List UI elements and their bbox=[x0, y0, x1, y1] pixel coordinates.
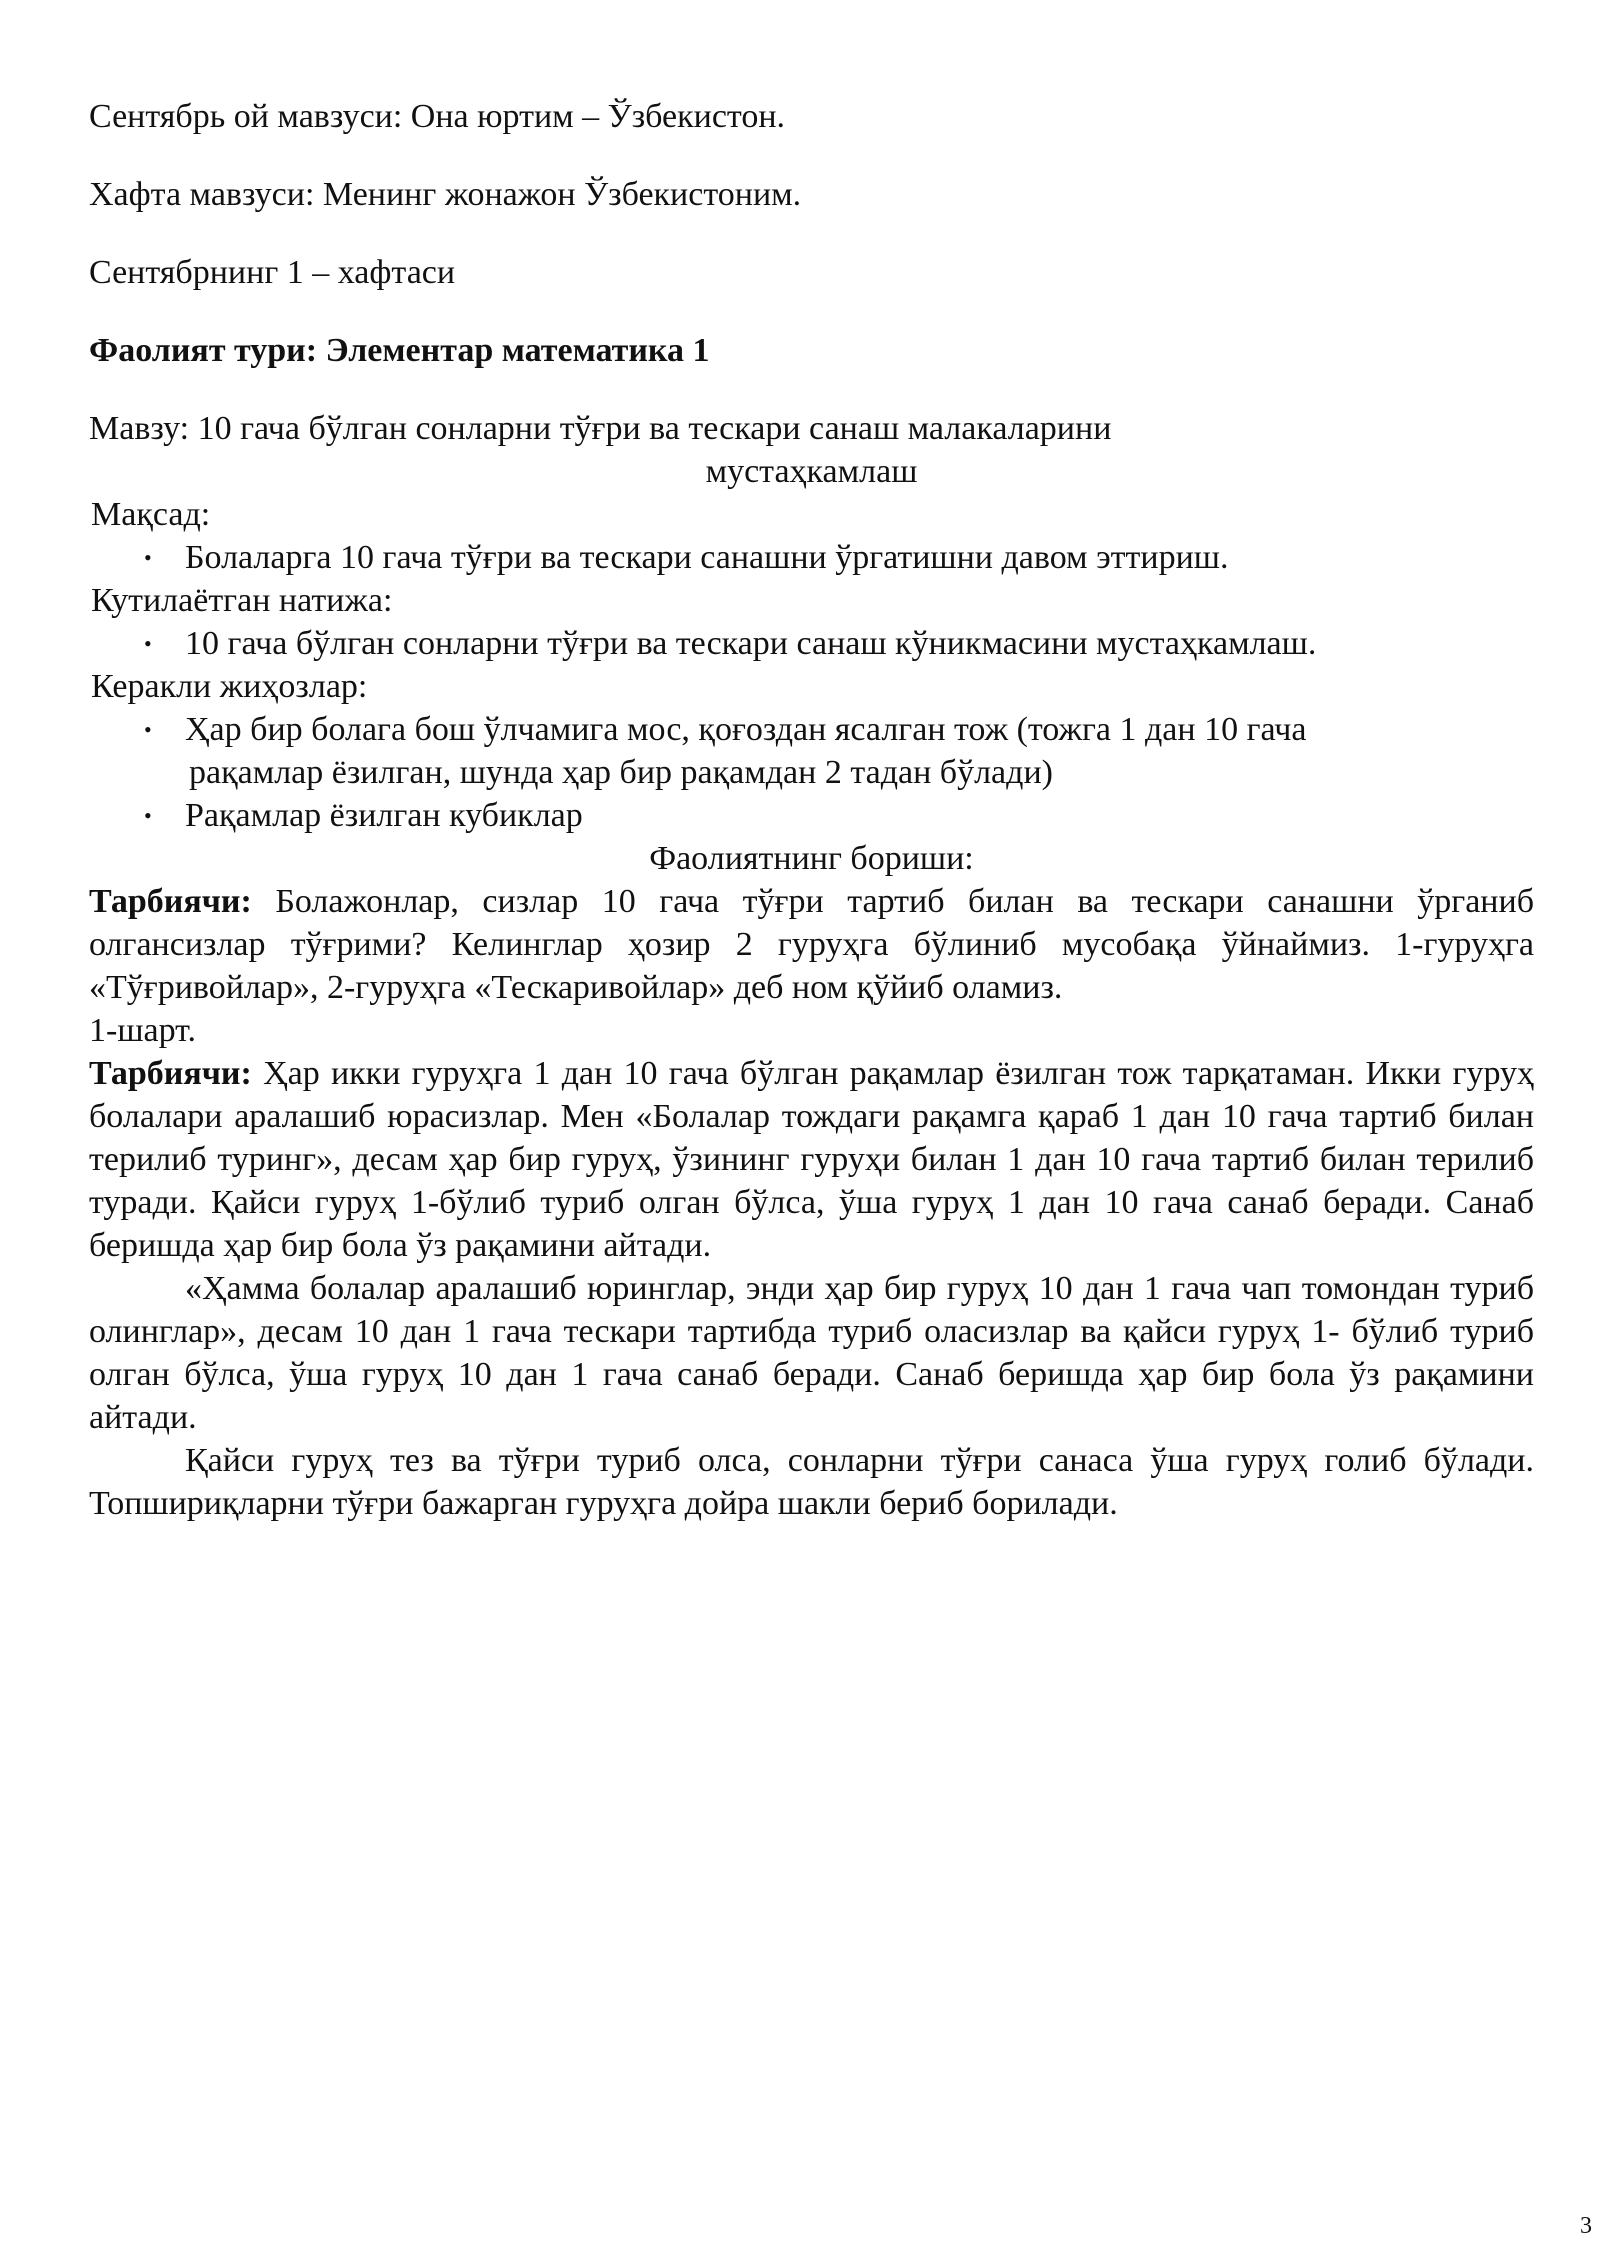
bullet-icon: • bbox=[144, 803, 152, 828]
speaker-label: Тарбиячи: bbox=[89, 1055, 252, 1092]
bullet-icon: • bbox=[144, 631, 152, 656]
paragraph-text: Ҳар икки гуруҳга 1 дан 10 гача бўлган рақамлар ёзилган тож тарқатаман. Икки гуруҳ болалари аралашиб юрасизлар. Мен «Болалар тождаги рақамга қараб 1 дан 10 гача тартиб билан терилиб туринг», десам ҳар бир гуруҳ, ўзининг гуруҳи билан 1 дан 10 гача тартиб билан терилиб туради. Қайси гуруҳ 1-бўлиб туриб олган бўлса, ўша гуруҳ 1 дан 10 гача санаб беради. Санаб беришда ҳар бир бола ўз рақамини айтади. bbox=[89, 1055, 1534, 1264]
expected-result-item-text: 10 гача бўлган сонларни тўғри ва тескари санаш кўникмасини мустаҳкамлаш. bbox=[185, 625, 1317, 662]
goal-list bbox=[89, 536, 1534, 579]
bullet-icon: • bbox=[144, 717, 152, 742]
week-topic: Хафта мавзуси: Менинг жонажон Ўзбекистоним. bbox=[89, 176, 802, 213]
paragraph-reverse-order: «Ҳамма болалар аралашиб юринглар, энди ҳар бир гуруҳ 10 дан 1 гача чап томондан туриб олинглар», десам 10 дан 1 гача тескари тартибда туриб оласизлар ва қайси гуруҳ 1- бўлиб туриб олган бўлса, ўша гуруҳ 10 дан 1 гача санаб беради. Санаб беришда ҳар бир бола ўз рақамини айтади. bbox=[89, 1270, 1534, 1436]
condition-label: 1-шарт. bbox=[89, 1012, 196, 1049]
expected-result-list bbox=[89, 622, 1534, 665]
paragraph-teacher-intro bbox=[89, 880, 1534, 1009]
speaker-label: Тарбиячи: bbox=[89, 883, 252, 920]
materials-item-text: Рақамлар ёзилган кубиклар bbox=[185, 797, 583, 834]
goal-item bbox=[89, 536, 1534, 579]
materials-item bbox=[89, 794, 1534, 837]
process-title: Фаолиятнинг бориши: bbox=[649, 840, 974, 877]
goal-label: Мақсад: bbox=[91, 496, 211, 533]
lesson-topic-line2: мустаҳкамлаш bbox=[705, 453, 918, 490]
expected-result-label: Кутилаётган натижа: bbox=[91, 582, 393, 619]
goal-item-text: Болаларга 10 гача тўғри ва тескари санашни ўргатишни давом эттириш. bbox=[185, 539, 1229, 576]
bullet-icon: • bbox=[144, 545, 152, 570]
materials-item-text: Ҳар бир болага бош ўлчамига мос, қоғоздан ясалган тож (тожга 1 дан 10 гача bbox=[185, 711, 1307, 748]
month-topic: Сентябрь ой мавзуси: Она юртим – Ўзбекистон. bbox=[89, 98, 786, 135]
paragraph-winner: Қайси гуруҳ тез ва тўғри туриб олса, сонларни тўғри санаса ўша гуруҳ голиб бўлади. Топшириқларни тўғри бажарган гуруҳга дойра шакли бериб борилади. bbox=[89, 1442, 1534, 1522]
materials-list bbox=[89, 708, 1534, 837]
materials-label: Керакли жиҳозлар: bbox=[91, 668, 368, 705]
materials-item bbox=[89, 708, 1534, 794]
materials-item-text-continued: рақамлар ёзилган, шунда ҳар бир рақамдан 2 тадан бўлади) bbox=[189, 754, 1053, 791]
document-body bbox=[89, 95, 1534, 1525]
lesson-topic-line1: Мавзу: 10 гача бўлган сонларни тўғри ва тескари санаш малакаларини bbox=[89, 410, 1112, 447]
expected-result-item bbox=[89, 622, 1534, 665]
paragraph-teacher-instructions bbox=[89, 1052, 1534, 1267]
activity-type: Фаолият тури: Элементар математика 1 bbox=[89, 332, 710, 369]
lesson-topic bbox=[89, 407, 1534, 493]
week-number: Сентябрнинг 1 – хафтаси bbox=[89, 254, 456, 291]
paragraph-text: Болажонлар, сизлар 10 гача тўғри тартиб билан ва тескари санашни ўрганиб олгансизлар тўғрими? Келинглар ҳозир 2 гуруҳга бўлиниб мусобақа ўйнаймиз. 1-гуруҳга «Тўғривойлар», 2-гуруҳга «Тескаривойлар» деб ном қўйиб оламиз. bbox=[89, 883, 1534, 1006]
page-number: 3 bbox=[1580, 2213, 1592, 2239]
